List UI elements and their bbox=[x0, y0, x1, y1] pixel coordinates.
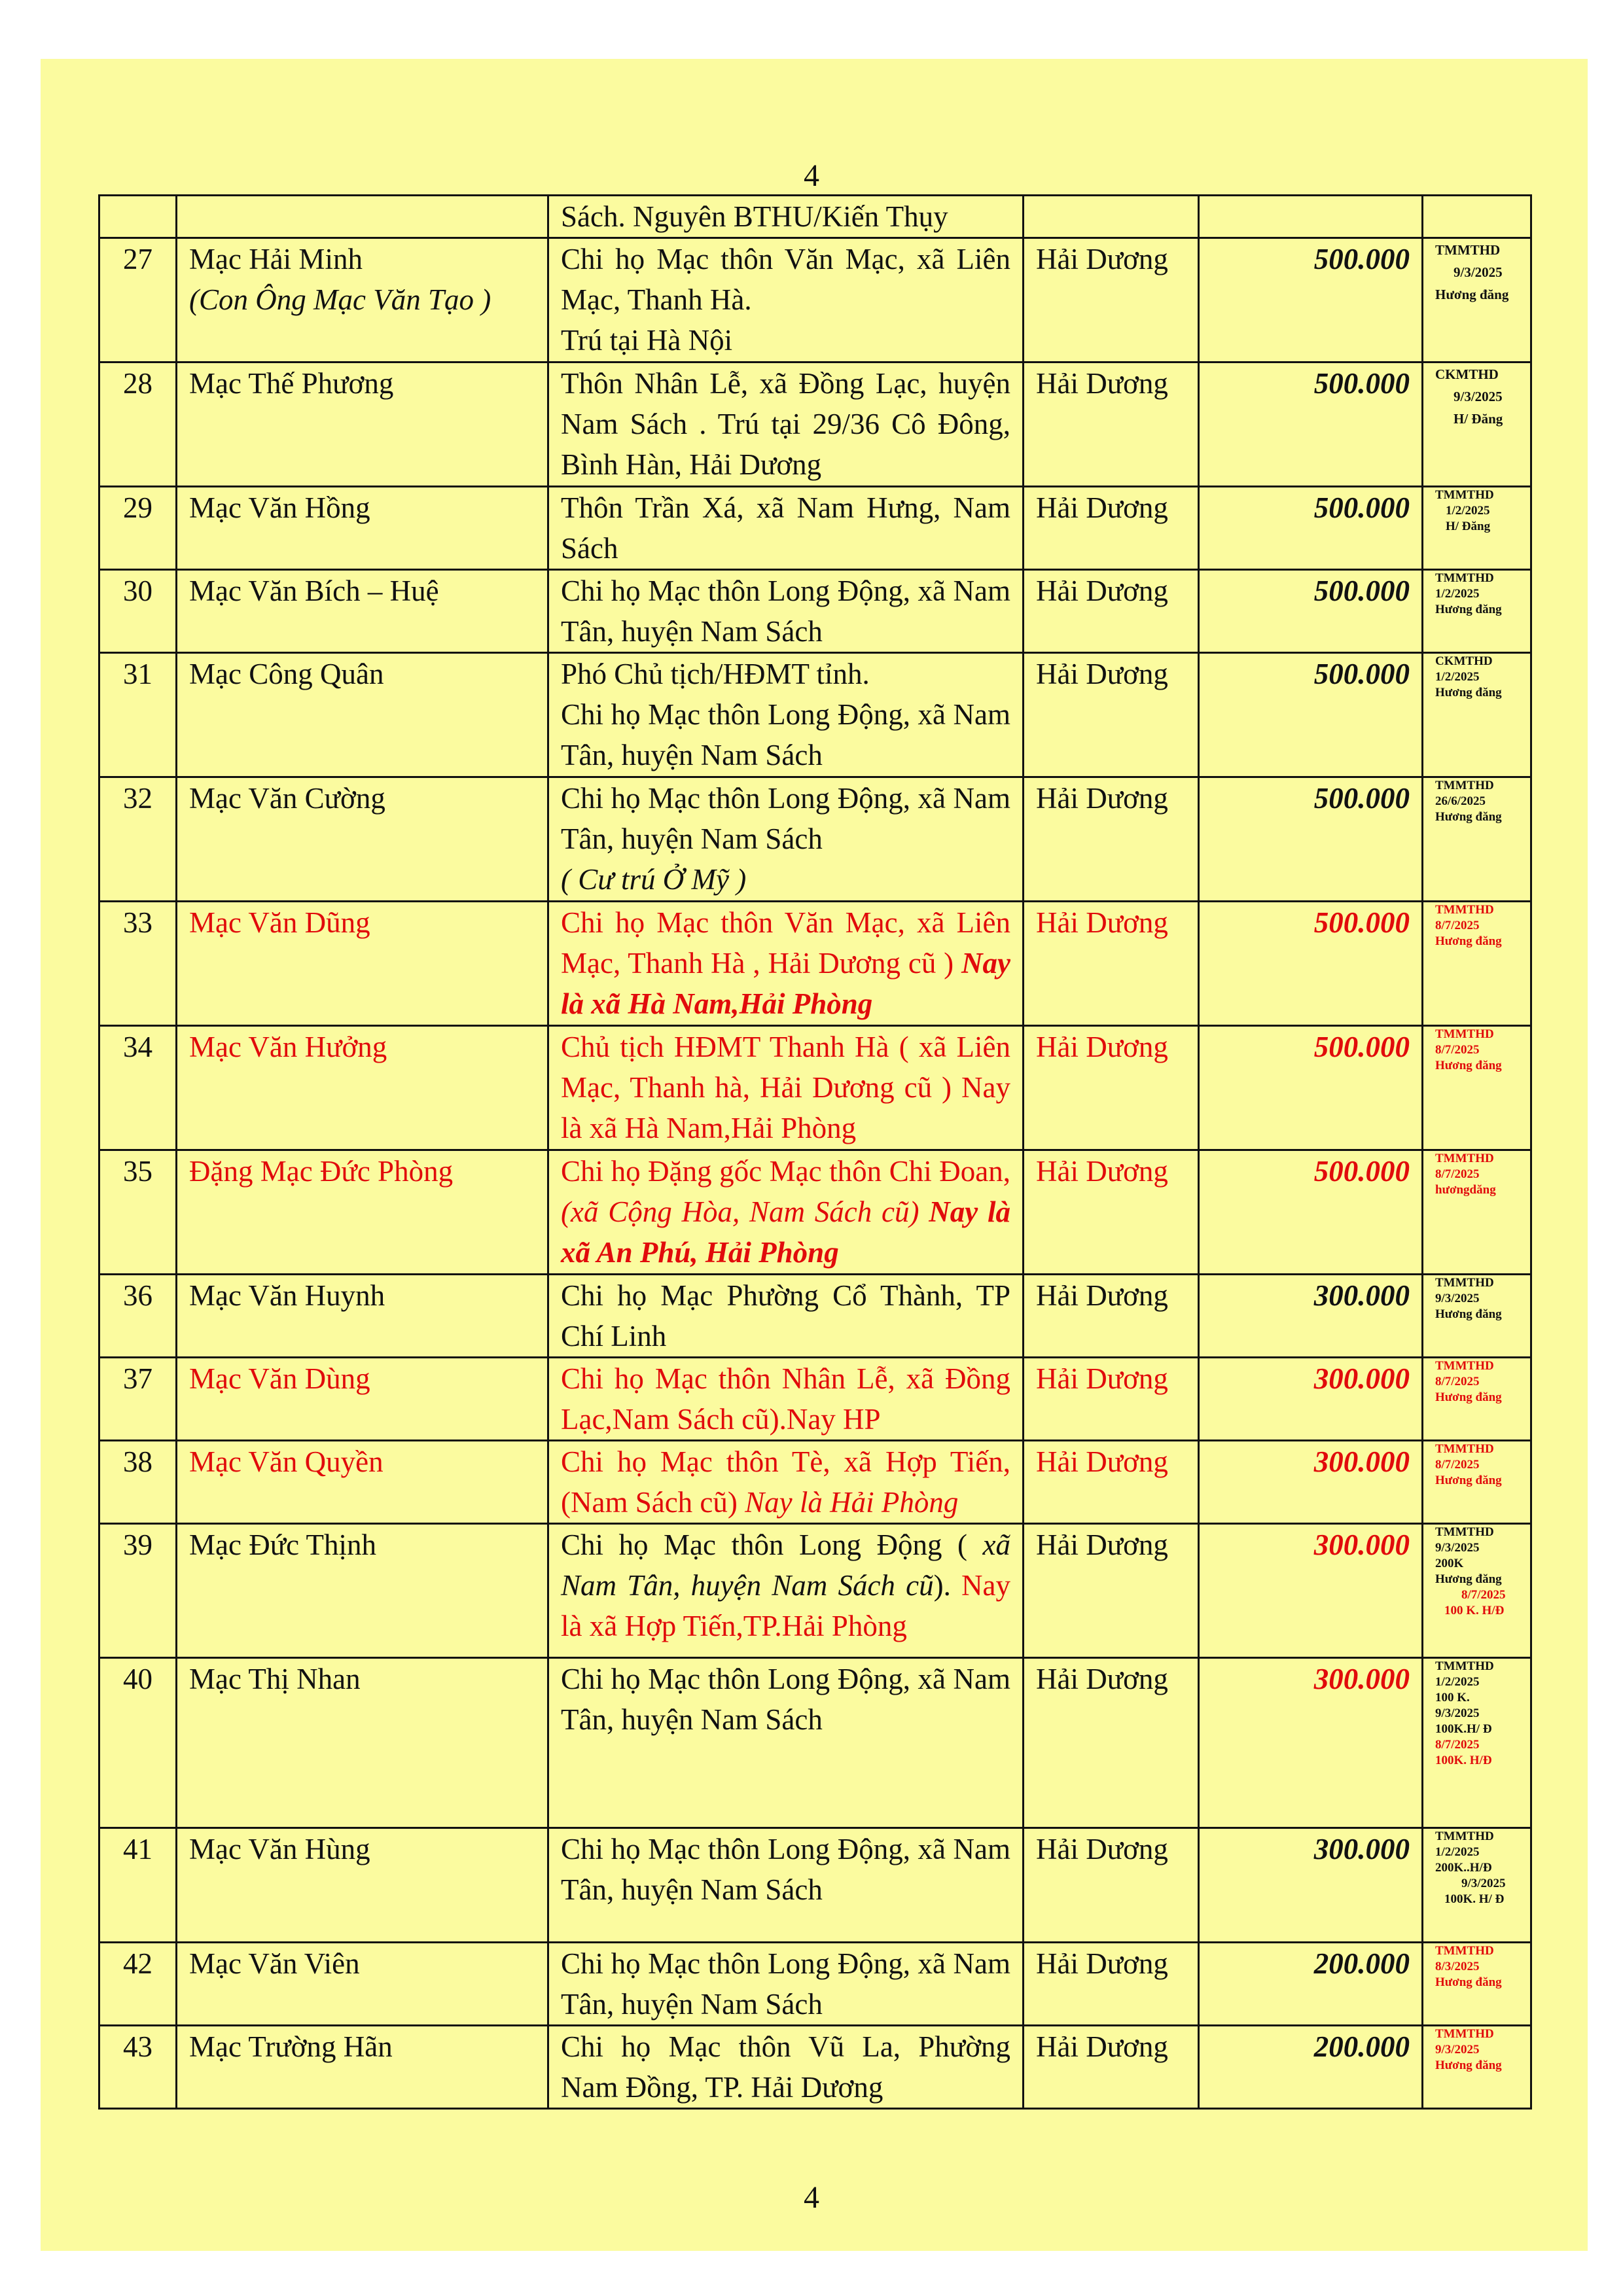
cell-stt: 33 bbox=[99, 902, 177, 1026]
table-row bbox=[99, 196, 1531, 238]
cell-province: Hải Dương bbox=[1024, 777, 1199, 902]
cell-name: Mạc Văn Bích – Huệ bbox=[177, 570, 548, 653]
cell-province: Hải Dương bbox=[1024, 902, 1199, 1026]
cell-name bbox=[177, 196, 548, 238]
cell-province: Hải Dương bbox=[1024, 653, 1199, 777]
cell-address: Chi họ Mạc thôn Long Động ( xã Nam Tân, huyện Nam Sách cũ). Nay là xã Hợp Tiến,TP.Hải Phòng bbox=[548, 1524, 1024, 1658]
cell-address: Chi họ Mạc thôn Long Động, xã Nam Tân, huyện Nam Sách bbox=[548, 1658, 1024, 1828]
table-row bbox=[99, 777, 1531, 902]
table-row bbox=[99, 238, 1531, 362]
cell-name: Mạc Văn Dũng bbox=[177, 902, 548, 1026]
cell-name: Mạc Thế Phương bbox=[177, 362, 548, 487]
cell-address: Chi họ Mạc thôn Vũ La, Phường Nam Đồng, TP. Hải Dương bbox=[548, 2026, 1024, 2109]
cell-note: TMMTHD 8/7/2025 Hương đăng bbox=[1423, 902, 1531, 1026]
cell-stt: 32 bbox=[99, 777, 177, 902]
table-row bbox=[99, 902, 1531, 1026]
table-row bbox=[99, 1828, 1531, 1943]
cell-address: Phó Chủ tịch/HĐMT tỉnh. Chi họ Mạc thôn Long Động, xã Nam Tân, huyện Nam Sách bbox=[548, 653, 1024, 777]
cell-amount: 500.000 bbox=[1199, 362, 1423, 487]
cell-name: Mạc Thị Nhan bbox=[177, 1658, 548, 1828]
cell-name: Mạc Công Quân bbox=[177, 653, 548, 777]
cell-amount: 200.000 bbox=[1199, 1943, 1423, 2026]
cell-name: Mạc Văn Viên bbox=[177, 1943, 548, 2026]
cell-amount: 500.000 bbox=[1199, 570, 1423, 653]
cell-address: Chi họ Mạc Phường Cổ Thành, TP Chí Linh bbox=[548, 1275, 1024, 1358]
cell-amount: 300.000 bbox=[1199, 1658, 1423, 1828]
cell-note: TMMTHD 9/3/2025 Hương đăng bbox=[1423, 238, 1531, 362]
cell-province: Hải Dương bbox=[1024, 1026, 1199, 1150]
cell-stt: 34 bbox=[99, 1026, 177, 1150]
cell-note: TMMTHD 8/7/2025 Hương đăng bbox=[1423, 1441, 1531, 1524]
table-row bbox=[99, 362, 1531, 487]
cell-province: Hải Dương bbox=[1024, 1441, 1199, 1524]
cell-note: TMMTHD 1/2/2025 H/ Đăng bbox=[1423, 487, 1531, 570]
cell-stt: 28 bbox=[99, 362, 177, 487]
cell-note: TMMTHD 8/7/2025 hươngdăng bbox=[1423, 1150, 1531, 1275]
cell-amount: 500.000 bbox=[1199, 653, 1423, 777]
cell-note: TMMTHD 8/3/2025 Hương đăng bbox=[1423, 1943, 1531, 2026]
donation-table bbox=[98, 194, 1532, 2110]
cell-address: Chi họ Mạc thôn Long Động, xã Nam Tân, huyện Nam Sách ( Cư trú Ở Mỹ ) bbox=[548, 777, 1024, 902]
cell-name: Mạc Văn Cường bbox=[177, 777, 548, 902]
cell-amount: 300.000 bbox=[1199, 1275, 1423, 1358]
cell-amount: 300.000 bbox=[1199, 1441, 1423, 1524]
cell-amount: 200.000 bbox=[1199, 2026, 1423, 2109]
cell-stt: 29 bbox=[99, 487, 177, 570]
cell-note: TMMTHD 9/3/2025 200K Hương đăng 8/7/2025 100 K. H/Đ bbox=[1423, 1524, 1531, 1658]
table-row bbox=[99, 1943, 1531, 2026]
table-row bbox=[99, 1358, 1531, 1441]
cell-amount bbox=[1199, 196, 1423, 238]
cell-address: Chi họ Mạc thôn Tè, xã Hợp Tiến, (Nam Sách cũ) Nay là Hải Phòng bbox=[548, 1441, 1024, 1524]
cell-note: TMMTHD 8/7/2025 Hương đăng bbox=[1423, 1026, 1531, 1150]
cell-province: Hải Dương bbox=[1024, 1524, 1199, 1658]
cell-note: TMMTHD 8/7/2025 Hương đăng bbox=[1423, 1358, 1531, 1441]
page-number-top: 4 bbox=[804, 158, 819, 193]
cell-name: Mạc Đức Thịnh bbox=[177, 1524, 548, 1658]
table-row bbox=[99, 1150, 1531, 1275]
cell-name: Mạc Văn Dùng bbox=[177, 1358, 548, 1441]
cell-province: Hải Dương bbox=[1024, 1275, 1199, 1358]
cell-stt: 42 bbox=[99, 1943, 177, 2026]
cell-address: Chi họ Mạc thôn Long Động, xã Nam Tân, huyện Nam Sách bbox=[548, 570, 1024, 653]
cell-note: TMMTHD 1/2/2025 100 K. 9/3/2025 100K.H/ Đ 8/7/2025 100K. H/Đ bbox=[1423, 1658, 1531, 1828]
donor-name: Mạc Hải Minh bbox=[189, 243, 363, 275]
cell-name bbox=[177, 238, 548, 362]
cell-stt: 31 bbox=[99, 653, 177, 777]
table-row bbox=[99, 1658, 1531, 1828]
cell-province bbox=[1024, 196, 1199, 238]
cell-amount: 500.000 bbox=[1199, 1026, 1423, 1150]
table-row bbox=[99, 1026, 1531, 1150]
cell-stt bbox=[99, 196, 177, 238]
cell-note bbox=[1423, 196, 1531, 238]
cell-amount: 500.000 bbox=[1199, 238, 1423, 362]
cell-note: CKMTHD 1/2/2025 Hương đăng bbox=[1423, 653, 1531, 777]
cell-province: Hải Dương bbox=[1024, 1150, 1199, 1275]
cell-note: TMMTHD 9/3/2025 Hương đăng bbox=[1423, 2026, 1531, 2109]
cell-note: CKMTHD 9/3/2025 H/ Đăng bbox=[1423, 362, 1531, 487]
table-row bbox=[99, 653, 1531, 777]
cell-amount: 500.000 bbox=[1199, 1150, 1423, 1275]
cell-name: Mạc Trường Hãn bbox=[177, 2026, 548, 2109]
cell-address: Thôn Trần Xá, xã Nam Hưng, Nam Sách bbox=[548, 487, 1024, 570]
cell-name: Mạc Văn Hùng bbox=[177, 1828, 548, 1943]
cell-province: Hải Dương bbox=[1024, 1943, 1199, 2026]
cell-address: Chi họ Mạc thôn Nhân Lễ, xã Đồng Lạc,Nam Sách cũ).Nay HP bbox=[548, 1358, 1024, 1441]
cell-name: Đặng Mạc Đức Phòng bbox=[177, 1150, 548, 1275]
table-row bbox=[99, 1441, 1531, 1524]
cell-name: Mạc Văn Huynh bbox=[177, 1275, 548, 1358]
cell-amount: 300.000 bbox=[1199, 1828, 1423, 1943]
cell-amount: 500.000 bbox=[1199, 902, 1423, 1026]
cell-address: Chủ tịch HĐMT Thanh Hà ( xã Liên Mạc, Thanh hà, Hải Dương cũ ) Nay là xã Hà Nam,Hải Phòng bbox=[548, 1026, 1024, 1150]
cell-address: Sách. Nguyên BTHU/Kiến Thụy bbox=[548, 196, 1024, 238]
cell-stt: 30 bbox=[99, 570, 177, 653]
table-row bbox=[99, 2026, 1531, 2109]
cell-note: TMMTHD 26/6/2025 Hương đăng bbox=[1423, 777, 1531, 902]
cell-name: Mạc Văn Hưởng bbox=[177, 1026, 548, 1150]
table-row bbox=[99, 1524, 1531, 1658]
cell-stt: 27 bbox=[99, 238, 177, 362]
cell-province: Hải Dương bbox=[1024, 2026, 1199, 2109]
cell-province: Hải Dương bbox=[1024, 1828, 1199, 1943]
table-row bbox=[99, 570, 1531, 653]
cell-amount: 500.000 bbox=[1199, 487, 1423, 570]
cell-name: Mạc Văn Hồng bbox=[177, 487, 548, 570]
cell-address: Chi họ Mạc thôn Văn Mạc, xã Liên Mạc, Thanh Hà. Trú tại Hà Nội bbox=[548, 238, 1024, 362]
cell-amount: 500.000 bbox=[1199, 777, 1423, 902]
cell-address: Chi họ Mạc thôn Long Động, xã Nam Tân, huyện Nam Sách bbox=[548, 1828, 1024, 1943]
cell-stt: 36 bbox=[99, 1275, 177, 1358]
cell-stt: 43 bbox=[99, 2026, 177, 2109]
cell-name: Mạc Văn Quyền bbox=[177, 1441, 548, 1524]
cell-stt: 39 bbox=[99, 1524, 177, 1658]
cell-stt: 40 bbox=[99, 1658, 177, 1828]
cell-stt: 35 bbox=[99, 1150, 177, 1275]
cell-province: Hải Dương bbox=[1024, 1358, 1199, 1441]
cell-province: Hải Dương bbox=[1024, 1658, 1199, 1828]
cell-stt: 37 bbox=[99, 1358, 177, 1441]
cell-address: Chi họ Mạc thôn Long Động, xã Nam Tân, huyện Nam Sách bbox=[548, 1943, 1024, 2026]
cell-note: TMMTHD 9/3/2025 Hương đăng bbox=[1423, 1275, 1531, 1358]
table-row bbox=[99, 1275, 1531, 1358]
cell-amount: 300.000 bbox=[1199, 1524, 1423, 1658]
cell-stt: 38 bbox=[99, 1441, 177, 1524]
table-row bbox=[99, 487, 1531, 570]
page-number-bottom: 4 bbox=[804, 2180, 819, 2215]
cell-note: TMMTHD 1/2/2025 200K..H/Đ 9/3/2025 100K. H/ Đ bbox=[1423, 1828, 1531, 1943]
cell-address: Thôn Nhân Lễ, xã Đồng Lạc, huyện Nam Sách . Trú tại 29/36 Cô Đông, Bình Hàn, Hải Dương bbox=[548, 362, 1024, 487]
cell-amount: 300.000 bbox=[1199, 1358, 1423, 1441]
cell-note: TMMTHD 1/2/2025 Hương đăng bbox=[1423, 570, 1531, 653]
cell-province: Hải Dương bbox=[1024, 487, 1199, 570]
cell-stt: 41 bbox=[99, 1828, 177, 1943]
cell-address: Chi họ Đặng gốc Mạc thôn Chi Đoan, (xã Cộng Hòa, Nam Sách cũ) Nay là xã An Phú, Hải Phòng bbox=[548, 1150, 1024, 1275]
cell-province: Hải Dương bbox=[1024, 238, 1199, 362]
donor-relation: (Con Ông Mạc Văn Tạo ) bbox=[189, 283, 491, 316]
cell-province: Hải Dương bbox=[1024, 362, 1199, 487]
cell-address: Chi họ Mạc thôn Văn Mạc, xã Liên Mạc, Thanh Hà , Hải Dương cũ ) Nay là xã Hà Nam,Hải Phòng bbox=[548, 902, 1024, 1026]
cell-province: Hải Dương bbox=[1024, 570, 1199, 653]
